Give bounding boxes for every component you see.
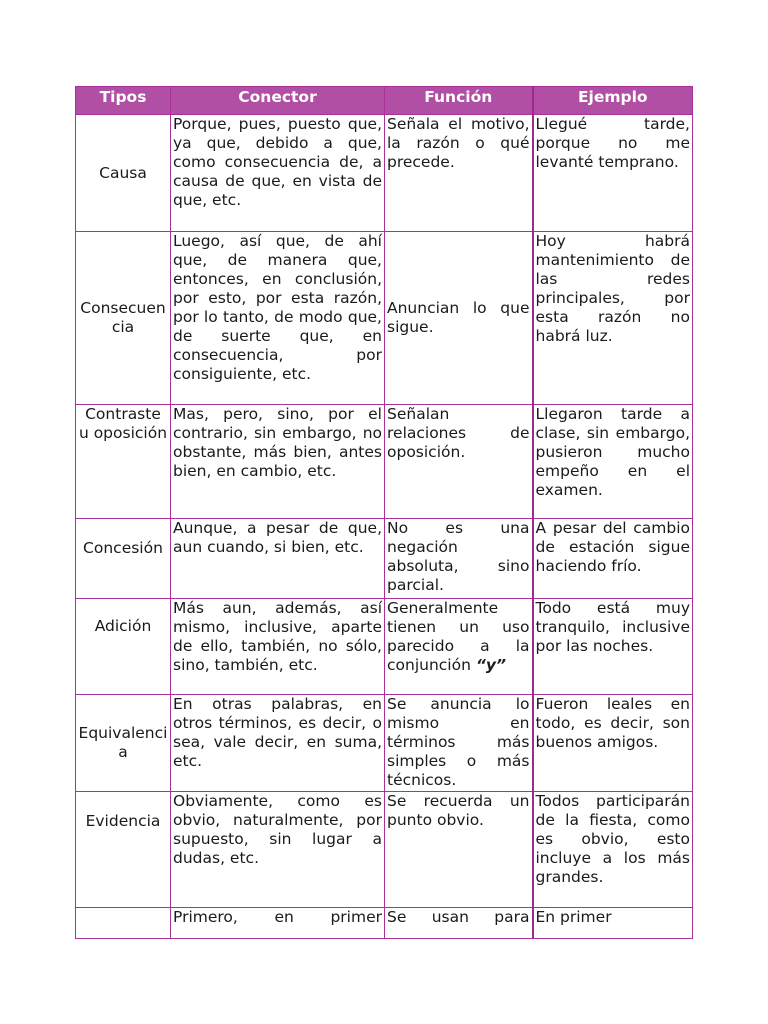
table-row-consecuencia: [76, 232, 693, 405]
cell-tipo: Evidencia: [76, 792, 171, 908]
header-row: [76, 87, 693, 115]
table-row-contraste: [76, 405, 693, 519]
header-ejemplo: Ejemplo: [533, 87, 693, 115]
cell-conector: Más aun, además, así mismo, inclusive, aparte de ello, también, no sólo, sino, también, etc.: [171, 599, 385, 695]
table-row-adicion: [76, 599, 693, 695]
cell-tipo: Concesión: [76, 519, 171, 599]
cell-ejemplo: Fueron leales en todo, es decir, son buenos amigos.: [533, 695, 693, 792]
cell-conector: Obviamente, como es obvio, naturalmente, por supuesto, sin lugar a dudas, etc.: [171, 792, 385, 908]
cell-tipo: [76, 908, 171, 939]
cell-conector: En otras palabras, en otros términos, es decir, o sea, vale decir, en suma, etc.: [171, 695, 385, 792]
table-row-equivalencia: [76, 695, 693, 792]
conjunction-y: “y”: [475, 656, 506, 674]
cell-ejemplo: Llegué tarde, porque no me levanté temprano.: [533, 115, 693, 232]
cell-funcion: Se anuncia lo mismo en términos más simples o más técnicos.: [385, 695, 533, 792]
cell-conector: Luego, así que, de ahí que, de manera que, entonces, en conclusión, por esto, por esta razón, por lo tanto, de modo que, de suerte que, en consecuencia, por consiguiente, etc.: [171, 232, 385, 405]
cell-ejemplo: Todo está muy tranquilo, inclusive por las noches.: [533, 599, 693, 695]
cell-ejemplo: A pesar del cambio de estación sigue haciendo frío.: [533, 519, 693, 599]
cell-funcion: Se usan para: [385, 908, 533, 939]
cell-funcion: [385, 599, 533, 695]
cell-tipo: Causa: [76, 115, 171, 232]
table-row-causa: [76, 115, 693, 232]
connectors-table: [75, 86, 693, 939]
cell-conector: Porque, pues, puesto que, ya que, debido a que, como consecuencia de, a causa de que, en vista de que, etc.: [171, 115, 385, 232]
cell-ejemplo: Todos participarán de la fiesta, como es obvio, esto incluye a los más grandes.: [533, 792, 693, 908]
cell-tipo: Equivalencia: [76, 695, 171, 792]
cell-funcion: Señala el motivo, la razón o qué precede.: [385, 115, 533, 232]
cell-funcion: Señalan relaciones de oposición.: [385, 405, 533, 519]
cell-tipo: Adición: [76, 599, 171, 695]
cell-funcion: Anuncian lo que sigue.: [385, 232, 533, 405]
funcion-text: Generalmente tienen un uso parecido a la conjunción: [387, 599, 530, 674]
cell-funcion: No es una negación absoluta, sino parcial.: [385, 519, 533, 599]
cell-ejemplo: Llegaron tarde a clase, sin embargo, pusieron mucho empeño en el examen.: [533, 405, 693, 519]
cell-tipo: Consecuencia: [76, 232, 171, 405]
cell-conector: Aunque, a pesar de que, aun cuando, si bien, etc.: [171, 519, 385, 599]
table-row-evidencia: [76, 792, 693, 908]
header-tipos: Tipos: [76, 87, 171, 115]
header-conector: Conector: [171, 87, 385, 115]
cell-conector: Primero, en primer: [171, 908, 385, 939]
header-funcion: Función: [385, 87, 533, 115]
cell-funcion: Se recuerda un punto obvio.: [385, 792, 533, 908]
table-row-concesion: [76, 519, 693, 599]
cell-ejemplo: En primer: [533, 908, 693, 939]
table-row-orden: [76, 908, 693, 939]
cell-conector: Mas, pero, sino, por el contrario, sin embargo, no obstante, más bien, antes bien, en cambio, etc.: [171, 405, 385, 519]
cell-tipo: Contraste u oposición: [76, 405, 171, 519]
cell-ejemplo: Hoy habrá mantenimiento de las redes principales, por esta razón no habrá luz.: [533, 232, 693, 405]
